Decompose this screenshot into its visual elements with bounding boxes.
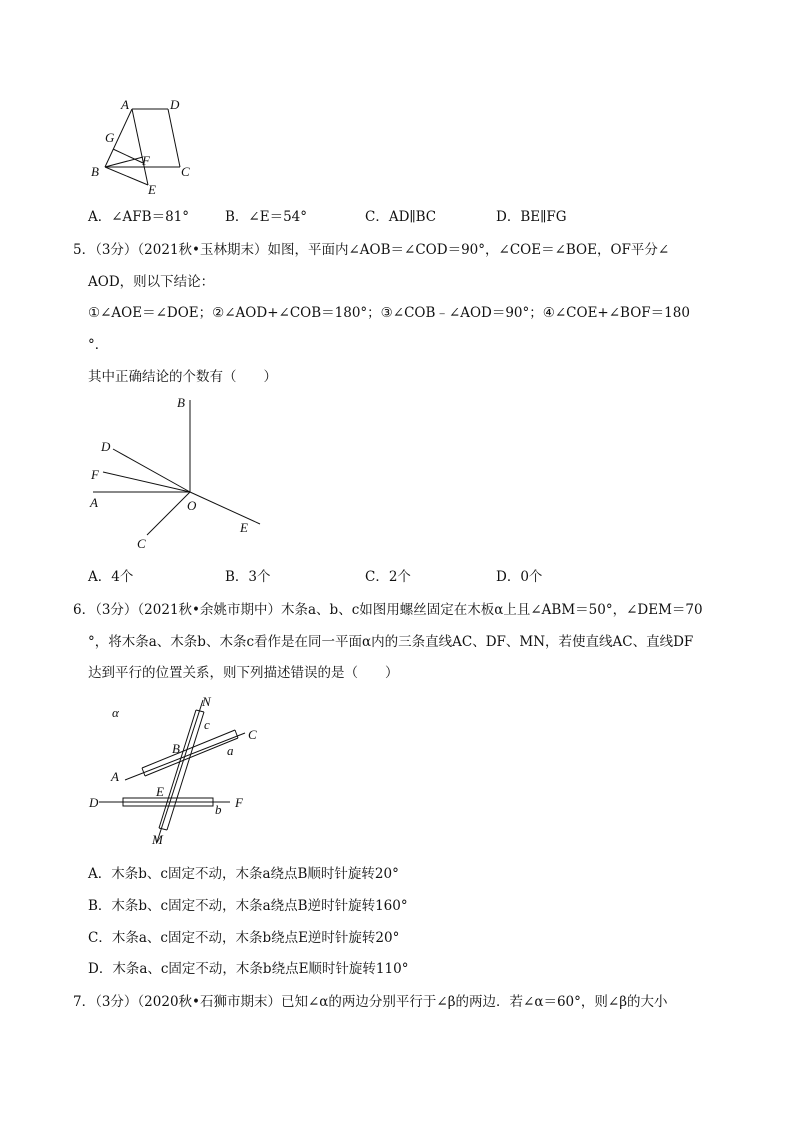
q6-stem-line2: °，将木条a、木条b、木条c看作是在同一平面α内的三条直线AC、DF、MN，若使直线AC、直线DF: [88, 634, 694, 650]
q6-label-d: D: [89, 795, 99, 810]
q5-option-c[interactable]: C．2个: [365, 569, 411, 585]
q4-label-a: A: [121, 97, 129, 112]
q6-option-d[interactable]: D．木条a、c固定不动，木条b绕点E顺时针旋转110°: [88, 961, 409, 977]
q6-figure: [85, 690, 275, 850]
q5-option-a[interactable]: A．4个: [88, 569, 134, 585]
q6-label-a-stick: a: [227, 743, 234, 758]
q6-label-m: M: [152, 832, 163, 847]
q6-label-b-point: B: [172, 741, 180, 756]
q6-option-b[interactable]: B．木条b、c固定不动，木条a绕点B逆时针旋转160°: [88, 898, 408, 914]
q5-stem-line4: °．: [88, 337, 109, 353]
q5-figure: [85, 392, 275, 557]
q5-option-d[interactable]: D．0个: [496, 569, 543, 585]
q6-label-f: F: [235, 795, 243, 810]
q5-stem-line2: AOD，则以下结论：: [88, 274, 215, 290]
q6-label-alpha: α: [112, 705, 119, 720]
q5-label-f: F: [91, 467, 99, 482]
q6-label-c-point: C: [248, 727, 257, 742]
q4-label-d: D: [170, 97, 180, 112]
q4-figure: [85, 95, 205, 195]
q5-label-c: C: [137, 536, 146, 551]
q6-option-c[interactable]: C．木条a、c固定不动，木条b绕点E逆时针旋转20°: [88, 930, 400, 946]
q6-stem-line3: 达到平行的位置关系，则下列描述错误的是（ ）: [88, 665, 399, 681]
q4-option-b[interactable]: B．∠E＝54°: [225, 209, 308, 225]
q5-stem-line1: 5．（3分）（2021秋•玉林期末）如图，平面内∠AOB＝∠COD＝90°，∠COE＝∠BOE，OF平分∠: [73, 242, 670, 258]
q6-label-b-stick: b: [215, 802, 222, 817]
q6-label-a-point: A: [111, 769, 119, 784]
q4-label-c: C: [181, 164, 190, 179]
q4-option-a[interactable]: A．∠AFB＝81°: [88, 209, 190, 225]
q5-label-o: O: [187, 498, 197, 513]
q6-label-e: E: [156, 784, 164, 799]
q5-question: 其中正确结论的个数有（ ）: [88, 369, 277, 385]
q4-option-c[interactable]: C．AD∥BC: [365, 209, 437, 225]
q4-label-b: B: [91, 164, 99, 179]
q5-label-d: D: [101, 439, 111, 454]
q5-label-a: A: [90, 495, 98, 510]
q4-label-f: F: [142, 153, 150, 168]
q4-label-g: G: [105, 130, 115, 145]
q6-option-a[interactable]: A．木条b、c固定不动，木条a绕点B顺时针旋转20°: [88, 866, 399, 882]
q4-label-e: E: [148, 182, 156, 197]
q5-label-b: B: [177, 395, 185, 410]
q6-stem-line1: 6．（3分）（2021秋•余姚市期中）木条a、b、c如图用螺丝固定在木板α上且∠ABM＝50°，∠DEM＝70: [73, 602, 703, 618]
q5-option-b[interactable]: B．3个: [225, 569, 271, 585]
q7-stem-line1: 7．（3分）（2020秋•石狮市期末）已知∠α的两边分别平行于∠β的两边．若∠α＝60°，则∠β的大小: [73, 994, 668, 1010]
q5-label-e: E: [240, 520, 248, 535]
q4-option-d[interactable]: D．BE∥FG: [496, 209, 567, 225]
q5-stem-line3: ①∠AOE＝∠DOE；②∠AOD+∠COB＝180°；③∠COB﹣∠AOD＝90°；④∠COE+∠BOF＝180: [88, 305, 690, 321]
q6-label-c-stick: c: [204, 717, 210, 732]
q6-label-n: N: [202, 694, 211, 709]
